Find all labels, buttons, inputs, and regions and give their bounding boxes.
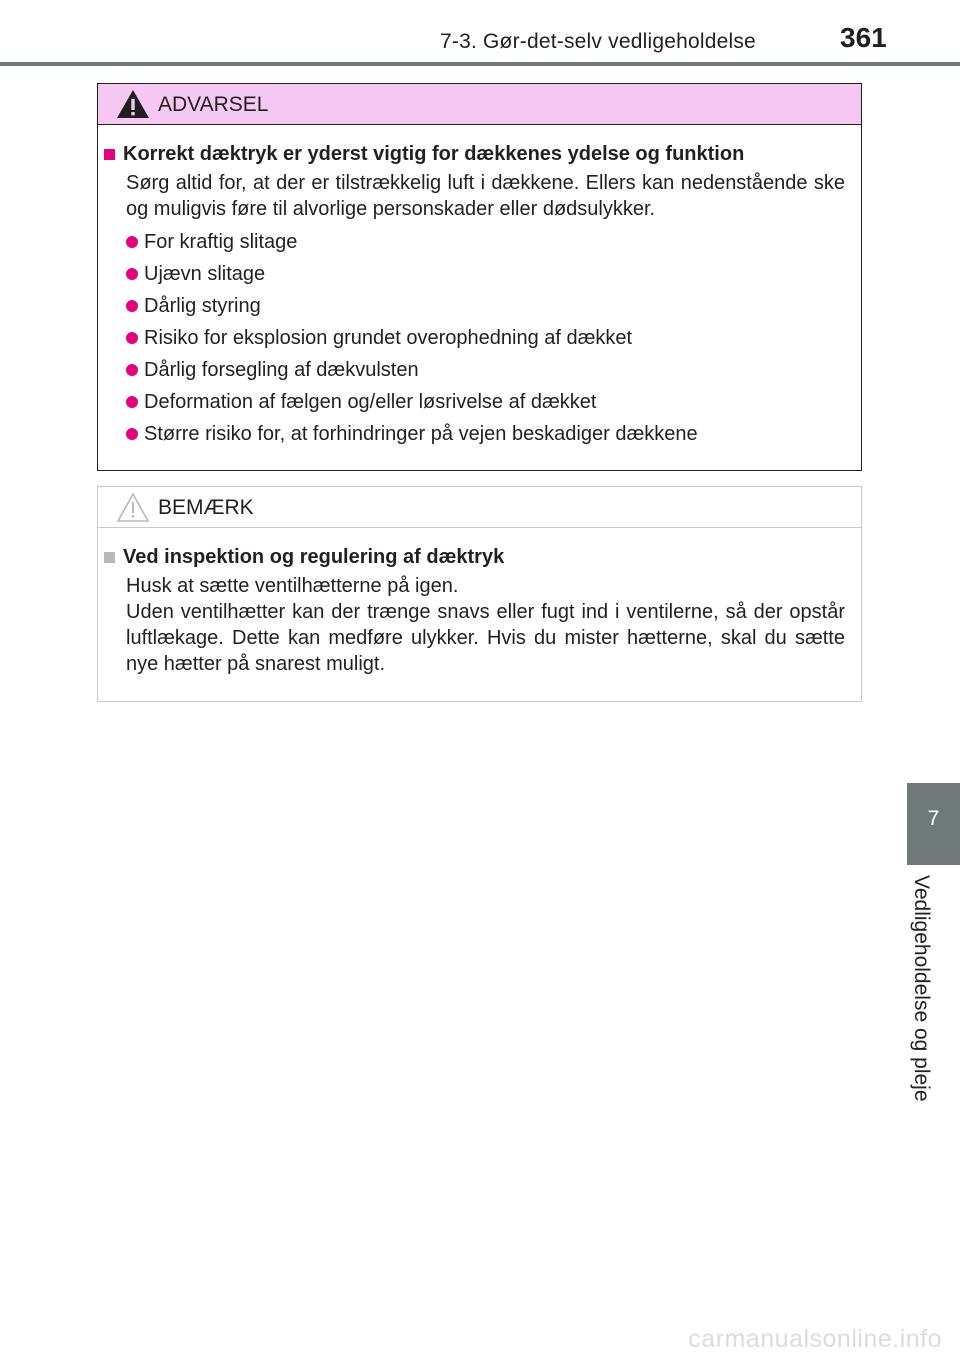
square-bullet-icon [104, 149, 115, 160]
notice-heading-text: Ved inspektion og regulering af dæktryk [123, 546, 505, 568]
list-item-text: Risiko for eksplosion grundet overophedning af dækket [144, 326, 633, 349]
warning-triangle-icon [116, 88, 150, 120]
list-item [126, 258, 845, 290]
notice-line-1: Husk at sætte ventilhætterne på igen. [126, 575, 459, 597]
caution-outline-triangle-icon [116, 491, 150, 523]
page-header [0, 0, 960, 68]
site-watermark: carmanualsonline.info [688, 1325, 942, 1353]
list-item-text: Større risiko for, at forhindringer på vejen beskadiger dækkene [144, 422, 698, 445]
warning-title: ADVARSEL [158, 93, 269, 116]
square-bullet-icon [104, 552, 115, 563]
round-bullet-icon [126, 300, 138, 312]
warning-list [126, 226, 845, 450]
warning-intro: Sørg altid for, at der er tilstrækkelig luft i dækkene. Ellers kan nedenstående ske og muligvis føre til alvorlige personskader eller dødsulykker. [126, 172, 845, 220]
chapter-tab [907, 783, 960, 865]
list-item [126, 290, 845, 322]
notice-line-2: Uden ventilhætter kan der trænge snavs eller fugt ind i ventilerne, så der opstår luftlækage. Dette kan medføre ulykker. Hvis du mister hætterne, skal du sætte nye hætter på snarest muligt. [126, 601, 845, 675]
round-bullet-icon [126, 236, 138, 248]
notice-heading [104, 544, 845, 570]
warning-body [98, 125, 861, 450]
warning-heading [104, 141, 845, 167]
list-item [126, 386, 845, 418]
list-item-text: Deformation af fælgen og/eller løsrivelse af dækket [144, 390, 597, 413]
list-item-text: Dårlig forsegling af dækvulsten [144, 358, 419, 381]
notice-title: BEMÆRK [158, 496, 254, 519]
notice-box [97, 486, 862, 702]
round-bullet-icon [126, 396, 138, 408]
chapter-title: Vedligeholdelse og pleje [910, 875, 933, 1102]
warning-heading-text: Korrekt dæktryk er yderst vigtig for dækkenes ydelse og funktion [123, 143, 745, 165]
round-bullet-icon [126, 268, 138, 280]
round-bullet-icon [126, 332, 138, 344]
warning-title-bar [98, 84, 861, 125]
list-item-text: Ujævn slitage [144, 262, 266, 285]
list-item-text: For kraftig slitage [144, 230, 298, 253]
chapter-number: 7 [927, 807, 940, 830]
warning-box [97, 83, 862, 471]
list-item [126, 322, 845, 354]
list-item-text: Dårlig styring [144, 294, 261, 317]
round-bullet-icon [126, 428, 138, 440]
notice-title-bar [98, 487, 861, 528]
round-bullet-icon [126, 364, 138, 376]
notice-body [98, 528, 861, 677]
section-title: 7-3. Gør-det-selv vedligeholdelse [440, 30, 756, 53]
list-item [126, 354, 845, 386]
list-item [126, 418, 845, 450]
list-item [126, 226, 845, 258]
header-divider [0, 62, 960, 66]
page-number: 361 [840, 22, 887, 53]
